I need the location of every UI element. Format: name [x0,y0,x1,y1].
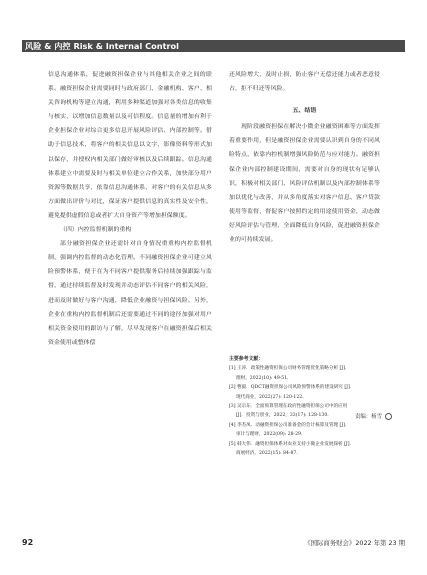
section-banner [22,40,405,52]
reference-line: [2] 曹毅．QDCT融资担保公司风险预警体系的建设研究 [J]． [229,385,355,391]
reference-line: [4] 李杰凤．动融资担保公司准备金的会计核算及管理 [J]． [229,422,350,428]
reference-item [229,383,381,402]
section-heading: 五、结语 [292,108,317,115]
reference-line: [J]．投资与创业，2022，33(17): 128-130. [236,413,329,419]
reference-item [229,421,381,440]
section-banner-title: 风险 & 内控 Risk & Internal Control [25,41,179,51]
editor-mark-icon [385,413,392,420]
reference-line: [5] 韩大伟．融资担保体系对农业支持小微企业发展探析 [J]． [229,441,355,447]
reference-item [229,364,381,383]
editor-label: 责编：杨雪 [355,414,382,420]
reference-line: 理财，2022(10): 49-51. [236,375,289,381]
reference-item [229,440,381,459]
paragraph: 还风险增大，及时止损，防止客户无偿还能力或者恶意侵占，拒不归还等风险。 [229,72,380,93]
reference-line: 商展经济，2022(15): 84-87. [236,451,298,457]
right-column [229,68,380,247]
reference-line: [1] 王涛．政策性融资担保公司财务管理优化策略分析 [J]． [229,366,350,372]
editor-credit [355,412,392,420]
paragraph: 部分融资担保企业还需针对自身情况重重构内控监督机制，强调内控监督的动态化管理。不同融资担保企业可建立风险预警体系，便于在为不同客户提供服务后持续加强跟踪与监督，通过持续监督及时发现并动态评估不同客户的相关风险，进而及时做好与客户沟通，降低企业融资与担保风险。另外，企业在重构内控监督机制后还需要通过不同的途径加强对用户相关资金使用的跟访与了解，尽早发现客户在融资担保后相关资金使用或整体偿 [48,241,212,346]
reference-line: 审计与理财，2022(09): 28-29. [236,432,303,438]
reference-line: [3] 吴宗东．全面预算管理在政府性融资担保公司中的应用 [229,404,348,410]
left-column [48,68,212,350]
references-title: 主要参考文献： [229,356,264,362]
journal-issue: 《国际商务财会》2022 年第 23 期 [304,539,405,547]
page-number: 92 [22,538,34,547]
paragraph: 信息沟通体系，促进融资担保企业与其他相关企业之间的联系。融资担保企业需要同时与政府部门、金融机构、客户、相关咨询机构等建立沟通，利用多种渠道加强对各类信息的收集与核实，以增加信息数量以及可信程度。信息量的增加有利于企业担保企业对综合更多信息开展风险评估、内部控制等。借助于信息技术，将客户的相关信息以文字、影像资料等形式加以保存，并授权内相关部门做好审核以及后续跟踪。信息沟通体系建立中需要及时与相关单位建立合作关系，加快部分用户资源等数据共享，依靠信息沟通体系，对客户的有关信息从多方面做出评价与对比，保证客户提供信息的真实性及安全性，避免提供虚假信息或者扩大自身资产等增加担保额度。 [48,72,212,219]
paragraph: 现阶段融资担保在解决小微企业融资困难等方面发挥着重要作用，但是融资担保企业需要认识到自身的不同风险特点，依靠内控机制增强风险防范与应对能力。融资担保企业内部控制建设期间，需要对自身的现状有足够认识，积极对相关部门、风险评估机制以及内部控制体系等加以优化与改善，并从多角度落实对客户信息、客户贷款使用等监督，督促客户按照约定的用途使用资金，动态做好风险评估与管理，全面降低自身风险，促进融资担保企业的可持续发展。 [229,124,380,244]
reference-line: 现代商业，2022(27): 120-122. [236,394,304,400]
subheading: （四）内控监督机制的重构 [60,227,132,234]
references [229,355,381,458]
